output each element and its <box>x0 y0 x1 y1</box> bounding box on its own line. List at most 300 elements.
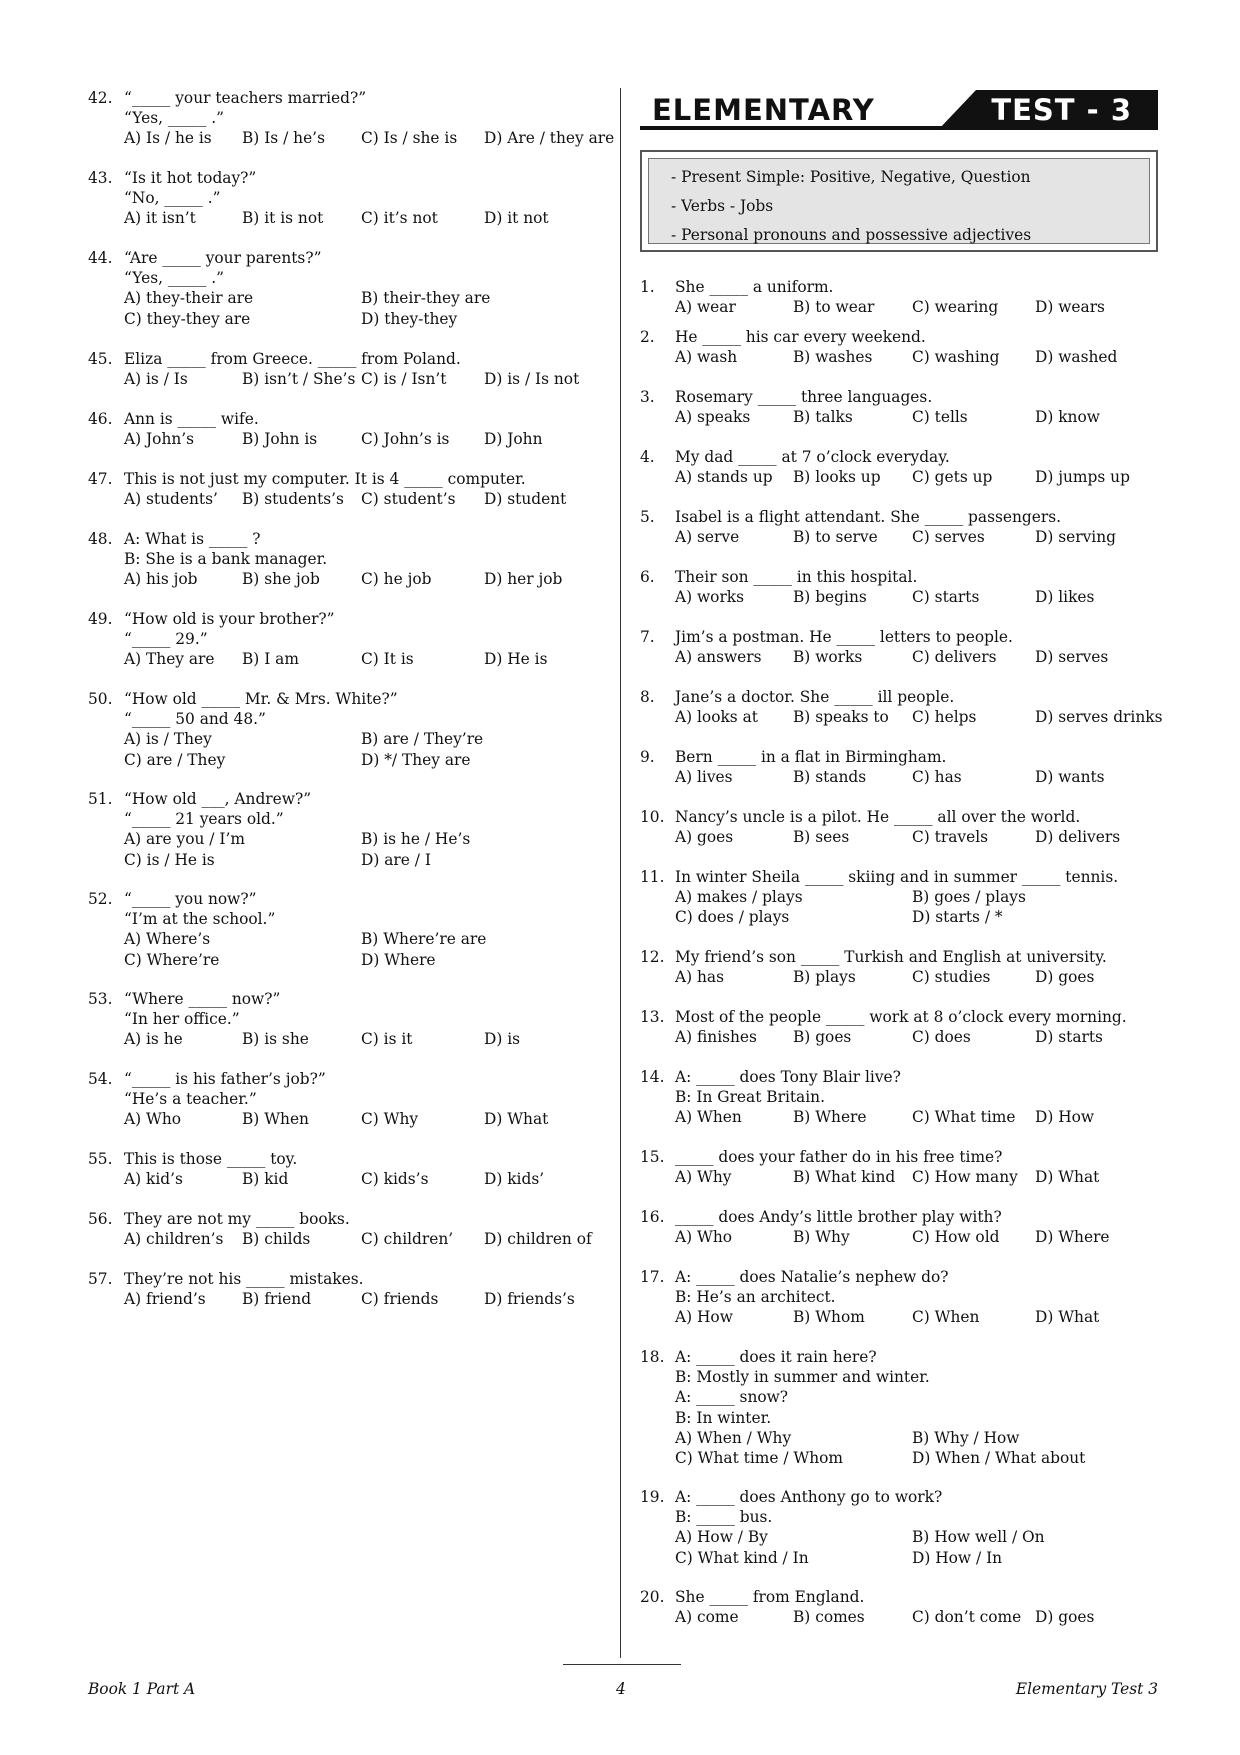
answer-option: D) John <box>484 430 543 449</box>
question-text: He _____ his car every weekend. <box>675 328 926 346</box>
question-number: 6. <box>640 568 655 586</box>
question-body <box>124 469 618 509</box>
question-number: 17. <box>640 1268 665 1286</box>
question-number: 11. <box>640 868 665 886</box>
answer-option: A) Where’s <box>124 930 211 949</box>
question-body <box>124 168 618 229</box>
answer-option: B) talks <box>793 408 853 427</box>
question-number: 46. <box>88 410 113 428</box>
answer-option: A) it isn’t <box>124 209 196 228</box>
answer-option: D) How / In <box>912 1548 1003 1567</box>
answer-option: C) What time / Whom <box>675 1448 844 1467</box>
answer-option: A) makes / plays <box>675 888 803 907</box>
question-text: Their son _____ in this hospital. <box>675 568 918 586</box>
answer-option: C) has <box>912 768 962 787</box>
question-body <box>675 1267 1160 1328</box>
answer-option: C) is / He is <box>124 850 215 869</box>
question-text: “Are _____ your parents?” <box>124 249 322 267</box>
answer-option: C) student’s <box>361 490 456 509</box>
option-row <box>675 827 1160 847</box>
answer-option: B) is she <box>242 1030 309 1049</box>
answer-option: C) it’s not <box>361 209 438 228</box>
column-divider <box>620 88 621 1658</box>
answer-option: C) wearing <box>912 298 999 317</box>
question-text: “In her office.” <box>124 1010 240 1029</box>
footer-test-name: Elementary Test 3 <box>1015 1680 1158 1698</box>
answer-option: A) students’ <box>124 490 218 509</box>
answer-option: A) Who <box>675 1228 733 1247</box>
answer-option: C) When <box>912 1308 980 1327</box>
option-row <box>675 1167 1160 1187</box>
answer-option: A) They are <box>124 650 215 669</box>
answer-option: B) kid <box>242 1170 289 1189</box>
question-body <box>124 789 618 870</box>
answer-option: A) wash <box>675 348 738 367</box>
answer-option: C) How many <box>912 1168 1018 1187</box>
header-test-badge <box>938 90 1158 130</box>
answer-option: D) serves <box>1035 648 1109 667</box>
question-number: 14. <box>640 1068 665 1086</box>
question-number: 56. <box>88 1210 113 1228</box>
option-row <box>675 587 1160 607</box>
question-body <box>675 1587 1160 1627</box>
option-row <box>675 767 1160 787</box>
answer-option: D) When / What about <box>912 1448 1086 1467</box>
question-body <box>675 1007 1160 1047</box>
question-number: 8. <box>640 688 655 706</box>
question-body <box>124 1269 618 1309</box>
answer-option: D) likes <box>1035 588 1095 607</box>
answer-option: B) comes <box>793 1608 865 1627</box>
question-body <box>675 867 1160 928</box>
answer-option: B) Why / How <box>912 1428 1020 1447</box>
answer-option: D) Are / they are <box>484 129 615 148</box>
option-row <box>675 1107 1160 1127</box>
answer-option: A) is he <box>124 1030 183 1049</box>
answer-option: C) helps <box>912 708 977 727</box>
answer-option: A) they-their are <box>124 289 254 308</box>
question-body <box>675 387 1160 427</box>
answer-option: D) children of <box>484 1230 592 1249</box>
answer-option: C) does / plays <box>675 908 790 927</box>
answer-option: B) Is / he’s <box>242 129 325 148</box>
option-row <box>124 1229 618 1249</box>
option-row <box>124 1029 618 1049</box>
question-text: “No, _____ .” <box>124 189 221 208</box>
answer-option: A) Who <box>124 1110 182 1129</box>
header-test-label: TEST - 3 <box>991 93 1132 127</box>
answer-option: B) looks up <box>793 468 881 487</box>
question-number: 13. <box>640 1008 665 1026</box>
question-number: 57. <box>88 1270 113 1288</box>
question-number: 10. <box>640 808 665 826</box>
answer-option: D) are / I <box>361 850 431 869</box>
question-body <box>675 1207 1160 1247</box>
question-body <box>124 409 618 449</box>
option-row <box>675 297 1160 317</box>
question-number: 2. <box>640 328 655 346</box>
question-text: My dad _____ at 7 o’clock everyday. <box>675 448 950 466</box>
answer-option: B) What kind <box>793 1168 896 1187</box>
answer-option: D) is / Is not <box>484 370 580 389</box>
answer-option: B) John is <box>242 430 318 449</box>
option-row <box>124 1289 618 1309</box>
answer-option: A) friend’s <box>124 1290 206 1309</box>
answer-option: B) plays <box>793 968 856 987</box>
footer-book: Book 1 Part A <box>88 1680 196 1698</box>
answer-option: D) wears <box>1035 298 1105 317</box>
option-row <box>124 309 618 329</box>
question-body <box>675 1147 1160 1187</box>
answer-option: B) Where <box>793 1108 867 1127</box>
question-number: 48. <box>88 530 113 548</box>
option-row <box>124 950 618 970</box>
question-number: 16. <box>640 1208 665 1226</box>
question-body <box>124 529 618 590</box>
answer-option: B) When <box>242 1110 309 1129</box>
answer-option: C) does <box>912 1028 971 1047</box>
question-number: 20. <box>640 1588 665 1606</box>
answer-option: D) He is <box>484 650 548 669</box>
option-row <box>124 569 618 589</box>
answer-option: D) What <box>1035 1308 1100 1327</box>
answer-option: B) to serve <box>793 528 878 547</box>
answer-option: B) How well / On <box>912 1528 1045 1547</box>
question-text: B: He’s an architect. <box>675 1288 836 1307</box>
question-text: Jane’s a doctor. She _____ ill people. <box>675 688 955 706</box>
question-body <box>124 88 618 149</box>
answer-option: D) Where <box>361 950 436 969</box>
question-text: B: In winter. <box>675 1408 772 1427</box>
question-number: 45. <box>88 350 113 368</box>
answer-option: C) Is / she is <box>361 129 458 148</box>
option-row <box>124 850 618 870</box>
question-number: 42. <box>88 89 113 107</box>
topic-item: - Personal pronouns and possessive adjectives <box>671 226 1032 244</box>
answer-option: B) it is not <box>242 209 324 228</box>
question-body <box>675 947 1160 987</box>
question-text: A: _____ does it rain here? <box>675 1348 877 1366</box>
question-text: She _____ a uniform. <box>675 278 834 296</box>
option-row <box>124 649 618 669</box>
answer-option: B) sees <box>793 828 850 847</box>
answer-option: A) When / Why <box>675 1428 792 1447</box>
topic-item: - Verbs - Jobs <box>671 197 774 215</box>
question-body <box>124 889 618 970</box>
answer-option: D) What <box>1035 1168 1100 1187</box>
answer-option: C) washing <box>912 348 1000 367</box>
answer-option: C) is / Isn’t <box>361 370 447 389</box>
answer-option: B) stands <box>793 768 867 787</box>
option-row <box>124 429 618 449</box>
option-row <box>124 1109 618 1129</box>
answer-option: B) childs <box>242 1230 311 1249</box>
answer-option: A) is / Is <box>124 370 188 389</box>
answer-option: D) know <box>1035 408 1100 427</box>
answer-option: D) jumps up <box>1035 468 1130 487</box>
answer-option: C) John’s is <box>361 430 450 449</box>
answer-option: C) gets up <box>912 468 993 487</box>
question-body <box>124 349 618 389</box>
question-text: Rosemary _____ three languages. <box>675 388 933 406</box>
answer-option: C) don’t come <box>912 1608 1022 1627</box>
answer-option: D) student <box>484 490 567 509</box>
option-row <box>675 907 1160 927</box>
answer-option: D) serves drinks <box>1035 708 1163 727</box>
question-number: 55. <box>88 1150 113 1168</box>
question-number: 53. <box>88 990 113 1008</box>
question-number: 52. <box>88 890 113 908</box>
question-body <box>675 507 1160 547</box>
topic-item: - Present Simple: Positive, Negative, Question <box>671 168 1031 186</box>
answer-option: A) answers <box>675 648 762 667</box>
question-number: 44. <box>88 249 113 267</box>
question-number: 9. <box>640 748 655 766</box>
answer-option: C) he job <box>361 570 432 589</box>
question-body <box>675 687 1163 727</box>
question-text: A: _____ snow? <box>675 1388 789 1407</box>
question-body <box>675 1347 1160 1468</box>
question-text: “Is it hot today?” <box>124 169 257 187</box>
question-body <box>675 807 1160 847</box>
topics-box <box>640 150 1158 252</box>
option-row <box>675 527 1160 547</box>
answer-option: A) come <box>675 1608 739 1627</box>
option-row <box>124 929 618 949</box>
question-text: “_____ you now?” <box>124 890 257 908</box>
answer-option: B) isn’t / She’s <box>242 370 356 389</box>
question-number: 3. <box>640 388 655 406</box>
question-body <box>124 248 618 329</box>
question-text: Nancy’s uncle is a pilot. He _____ all over the world. <box>675 808 1081 826</box>
question-text: A: What is _____ ? <box>124 530 261 548</box>
question-text: She _____ from England. <box>675 1588 865 1606</box>
question-text: “_____ 21 years old.” <box>124 810 284 829</box>
option-row <box>124 208 618 228</box>
question-text: This is not just my computer. It is 4 _____ computer. <box>124 470 526 488</box>
answer-option: A) kid’s <box>124 1170 183 1189</box>
answer-option: C) delivers <box>912 648 997 667</box>
option-row <box>675 1527 1160 1547</box>
question-text: Bern _____ in a flat in Birmingham. <box>675 748 947 766</box>
answer-option: A) goes <box>675 828 734 847</box>
question-text: B: Mostly in summer and winter. <box>675 1368 930 1387</box>
question-body <box>675 567 1160 607</box>
answer-option: B) their-they are <box>361 289 491 308</box>
question-text: “Yes, _____ .” <box>124 269 225 288</box>
question-text: “Yes, _____ .” <box>124 109 225 128</box>
question-body <box>675 277 1160 317</box>
option-row <box>124 369 618 389</box>
answer-option: B) Where’re are <box>361 930 487 949</box>
question-body <box>124 609 618 670</box>
question-body <box>124 1209 618 1249</box>
question-text: A: _____ does Natalie’s nephew do? <box>675 1268 949 1286</box>
option-row <box>675 1428 1160 1448</box>
question-text: B: She is a bank manager. <box>124 550 328 569</box>
answer-option: C) they-they are <box>124 309 251 328</box>
answer-option: C) children’ <box>361 1230 454 1249</box>
question-body <box>675 627 1160 667</box>
answer-option: D) kids’ <box>484 1170 545 1189</box>
answer-option: C) is it <box>361 1030 413 1049</box>
answer-option: A) When <box>675 1108 742 1127</box>
answer-option: D) serving <box>1035 528 1116 547</box>
answer-option: B) is he / He’s <box>361 830 471 849</box>
answer-option: D) goes <box>1035 968 1095 987</box>
option-row <box>675 967 1160 987</box>
answer-option: A) Is / he is <box>124 129 212 148</box>
answer-option: A) John’s <box>124 430 195 449</box>
answer-option: C) are / They <box>124 750 226 769</box>
topics-panel <box>648 158 1150 244</box>
answer-option: A) How <box>675 1308 733 1327</box>
question-text: They’re not his _____ mistakes. <box>124 1270 364 1288</box>
option-row <box>675 1548 1160 1568</box>
option-row <box>124 489 618 509</box>
question-body <box>124 1149 618 1189</box>
question-number: 50. <box>88 690 113 708</box>
header-title: ELEMENTARY <box>652 93 875 127</box>
answer-option: B) begins <box>793 588 867 607</box>
option-row <box>675 707 1163 727</box>
option-row <box>675 467 1160 487</box>
answer-option: B) friend <box>242 1290 312 1309</box>
answer-option: D) friends’s <box>484 1290 575 1309</box>
question-text: “How old _____ Mr. & Mrs. White?” <box>124 690 398 708</box>
answer-option: A) children’s <box>124 1230 224 1249</box>
option-row <box>124 288 618 308</box>
question-text: In winter Sheila _____ skiing and in summer _____ tennis. <box>675 868 1119 886</box>
answer-option: C) serves <box>912 528 985 547</box>
question-number: 5. <box>640 508 655 526</box>
question-text: A: _____ does Tony Blair live? <box>675 1068 901 1086</box>
answer-option: A) lives <box>675 768 733 787</box>
answer-option: D) is <box>484 1030 521 1049</box>
question-number: 43. <box>88 169 113 187</box>
question-text: “_____ 29.” <box>124 630 208 649</box>
answer-option: A) Why <box>675 1168 732 1187</box>
answer-option: C) Why <box>361 1110 419 1129</box>
answer-option: A) his job <box>124 570 198 589</box>
answer-option: D) it not <box>484 209 549 228</box>
footer-page-number: 4 <box>616 1680 626 1698</box>
answer-option: B) works <box>793 648 863 667</box>
option-row <box>124 729 618 749</box>
question-text: My friend’s son _____ Turkish and English at university. <box>675 948 1107 966</box>
answer-option: B) goes / plays <box>912 888 1026 907</box>
answer-option: A) How / By <box>675 1528 768 1547</box>
answer-option: A) stands up <box>675 468 773 487</box>
answer-option: C) friends <box>361 1290 439 1309</box>
question-text: “Where _____ now?” <box>124 990 281 1008</box>
option-row <box>124 750 618 770</box>
answer-option: C) It is <box>361 650 414 669</box>
answer-option: C) studies <box>912 968 991 987</box>
option-row <box>124 128 618 148</box>
answer-option: A) wear <box>675 298 736 317</box>
option-row <box>124 1169 618 1189</box>
answer-option: D) starts <box>1035 1028 1103 1047</box>
answer-option: A) are you / I’m <box>124 830 245 849</box>
answer-option: A) has <box>675 968 724 987</box>
answer-option: C) kids’s <box>361 1170 429 1189</box>
question-number: 7. <box>640 628 655 646</box>
question-text: _____ does your father do in his free time? <box>675 1148 1003 1166</box>
question-body <box>124 1069 618 1130</box>
answer-option: C) How old <box>912 1228 1000 1247</box>
question-text: Ann is _____ wife. <box>124 410 259 428</box>
answer-option: B) speaks to <box>793 708 889 727</box>
question-number: 49. <box>88 610 113 628</box>
answer-option: B) goes <box>793 1028 852 1047</box>
answer-option: A) works <box>675 588 745 607</box>
answer-option: D) washed <box>1035 348 1118 367</box>
option-row <box>675 1227 1160 1247</box>
answer-option: B) washes <box>793 348 873 367</box>
answer-option: C) tells <box>912 408 968 427</box>
answer-option: C) What kind / In <box>675 1548 809 1567</box>
option-row <box>675 647 1160 667</box>
question-body <box>675 447 1160 487</box>
answer-option: B) she job <box>242 570 320 589</box>
question-number: 51. <box>88 790 113 808</box>
answer-option: D) wants <box>1035 768 1105 787</box>
question-body <box>675 747 1160 787</box>
question-text: B: _____ bus. <box>675 1508 773 1527</box>
answer-option: D) How <box>1035 1108 1095 1127</box>
question-text: A: _____ does Anthony go to work? <box>675 1488 943 1506</box>
question-text: “He’s a teacher.” <box>124 1090 257 1109</box>
answer-option: D) her job <box>484 570 563 589</box>
answer-option: B) to wear <box>793 298 875 317</box>
answer-option: A) finishes <box>675 1028 757 1047</box>
question-text: They are not my _____ books. <box>124 1210 350 1228</box>
question-number: 47. <box>88 470 113 488</box>
answer-option: A) looks at <box>675 708 758 727</box>
question-number: 15. <box>640 1148 665 1166</box>
answer-option: D) goes <box>1035 1608 1095 1627</box>
answer-option: B) Why <box>793 1228 850 1247</box>
answer-option: D) delivers <box>1035 828 1121 847</box>
question-text: “I’m at the school.” <box>124 910 276 929</box>
answer-option: C) travels <box>912 828 989 847</box>
option-row <box>675 407 1160 427</box>
question-text: Most of the people _____ work at 8 o’clock every morning. <box>675 1008 1127 1026</box>
question-number: 12. <box>640 948 665 966</box>
answer-option: B) Whom <box>793 1308 865 1327</box>
option-row <box>124 829 618 849</box>
option-row <box>675 1027 1160 1047</box>
answer-option: D) What <box>484 1110 549 1129</box>
question-text: B: In Great Britain. <box>675 1088 825 1107</box>
answer-option: C) Where’re <box>124 950 220 969</box>
answer-option: D) starts / * <box>912 908 1003 927</box>
question-text: “_____ your teachers married?” <box>124 89 367 107</box>
question-body <box>124 689 618 770</box>
answer-option: D) they-they <box>361 309 458 328</box>
answer-option: C) What time <box>912 1108 1016 1127</box>
question-body <box>675 1067 1160 1128</box>
question-text: _____ does Andy’s little brother play with? <box>675 1208 1002 1226</box>
answer-option: B) are / They’re <box>361 730 484 749</box>
question-text: Jim’s a postman. He _____ letters to people. <box>675 628 1013 646</box>
answer-option: A) speaks <box>675 408 751 427</box>
answer-option: B) students’s <box>242 490 344 509</box>
option-row <box>675 1307 1160 1327</box>
option-row <box>675 887 1160 907</box>
option-row <box>675 1607 1160 1627</box>
